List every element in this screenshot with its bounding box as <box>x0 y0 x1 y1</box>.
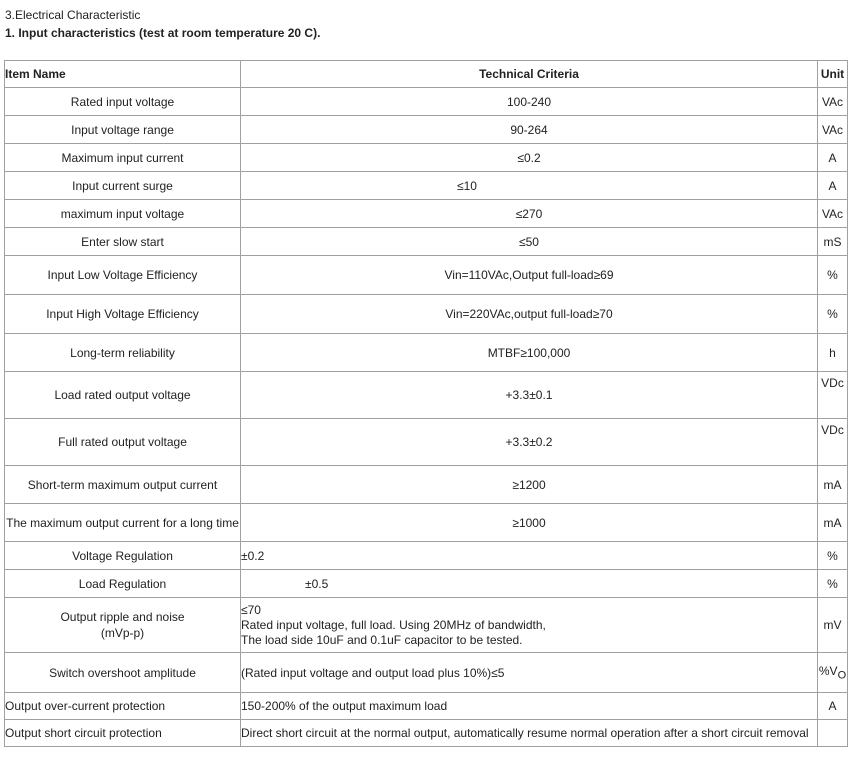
unit-cell: % <box>818 570 848 598</box>
criteria-cell: (Rated input voltage and output load plus 10%)≤5 <box>241 653 818 693</box>
criteria-cell: Vin=110VAc,Output full-load≥69 <box>241 256 818 295</box>
unit-cell: % <box>818 256 848 295</box>
unit-cell: mA <box>818 466 848 504</box>
table-row <box>5 570 848 598</box>
table-header-row <box>5 61 848 88</box>
table-row <box>5 504 848 542</box>
table-row <box>5 200 848 228</box>
unit-cell: mS <box>818 228 848 256</box>
item-cell: Voltage Regulation <box>5 542 241 570</box>
table-row <box>5 88 848 116</box>
unit-cell <box>818 720 848 747</box>
unit-cell: A <box>818 693 848 720</box>
item-text-line2: (mVp-p) <box>100 626 145 640</box>
unit-text: %V <box>818 663 838 678</box>
unit-cell: % <box>818 542 848 570</box>
criteria-text: ≤10 <box>457 178 477 193</box>
criteria-cell: +3.3±0.1 <box>241 372 818 419</box>
table-row <box>5 542 848 570</box>
item-cell: Input voltage range <box>5 116 241 144</box>
unit-cell: A <box>818 144 848 172</box>
criteria-cell: ±0.2 <box>241 542 818 570</box>
unit-subscript: O <box>837 669 847 682</box>
unit-cell: h <box>818 334 848 372</box>
unit-cell <box>818 653 848 693</box>
criteria-cell: ≥1000 <box>241 504 818 542</box>
item-cell: Rated input voltage <box>5 88 241 116</box>
item-cell: Full rated output voltage <box>5 419 241 466</box>
unit-cell: VAc <box>818 116 848 144</box>
table-row <box>5 693 848 720</box>
input-characteristics-table <box>4 60 848 747</box>
criteria-cell: ≤270 <box>241 200 818 228</box>
table-row <box>5 116 848 144</box>
unit-cell: VAc <box>818 200 848 228</box>
section-title: 3.Electrical Characteristic <box>5 8 141 22</box>
table-row <box>5 334 848 372</box>
unit-cell: A <box>818 172 848 200</box>
criteria-text: ±0.5 <box>305 576 329 591</box>
table-row <box>5 466 848 504</box>
criteria-cell: 150-200% of the output maximum load <box>241 693 818 720</box>
item-cell: Input High Voltage Efficiency <box>5 295 241 334</box>
table-row <box>5 372 848 419</box>
table-row <box>5 653 848 693</box>
item-cell: Input current surge <box>5 172 241 200</box>
table-row <box>5 295 848 334</box>
unit-cell: VAc <box>818 88 848 116</box>
unit-cell: VDc <box>818 372 848 419</box>
criteria-cell: MTBF≥100,000 <box>241 334 818 372</box>
table-row <box>5 144 848 172</box>
item-cell <box>5 598 241 653</box>
header-item-name: Item Name <box>5 61 241 88</box>
criteria-cell <box>241 172 818 200</box>
criteria-text-line1: ≤70 <box>241 602 261 617</box>
table-row <box>5 228 848 256</box>
item-text-line1: Output ripple and noise <box>60 610 185 624</box>
criteria-cell: 90-264 <box>241 116 818 144</box>
unit-cell: % <box>818 295 848 334</box>
item-cell: Load Regulation <box>5 570 241 598</box>
table-row <box>5 419 848 466</box>
item-cell: Short-term maximum output current <box>5 466 241 504</box>
table-row <box>5 256 848 295</box>
header-technical-criteria: Technical Criteria <box>241 61 818 88</box>
header-unit: Unit <box>818 61 848 88</box>
unit-cell: mV <box>818 598 848 653</box>
criteria-text-line2: Rated input voltage, full load. Using 20MHz of bandwidth, <box>241 617 546 632</box>
item-cell: Input Low Voltage Efficiency <box>5 256 241 295</box>
item-cell: Enter slow start <box>5 228 241 256</box>
criteria-text-line3: The load side 10uF and 0.1uF capacitor to be tested. <box>241 632 523 647</box>
criteria-cell: Direct short circuit at the normal output, automatically resume normal operation after a short circuit removal <box>241 720 818 747</box>
item-cell: Output short circuit protection <box>5 720 241 747</box>
criteria-cell: Vin=220VAc,output full-load≥70 <box>241 295 818 334</box>
criteria-cell: ≤0.2 <box>241 144 818 172</box>
item-cell: Maximum input current <box>5 144 241 172</box>
item-cell: Load rated output voltage <box>5 372 241 419</box>
criteria-cell: 100-240 <box>241 88 818 116</box>
item-cell: The maximum output current for a long time <box>5 504 241 542</box>
item-cell: Switch overshoot amplitude <box>5 653 241 693</box>
unit-cell: mA <box>818 504 848 542</box>
criteria-cell: +3.3±0.2 <box>241 419 818 466</box>
criteria-cell <box>241 598 818 653</box>
item-cell: Long-term reliability <box>5 334 241 372</box>
item-cell: Output over-current protection <box>5 693 241 720</box>
table-row <box>5 598 848 653</box>
criteria-cell: ≥1200 <box>241 466 818 504</box>
criteria-cell: ≤50 <box>241 228 818 256</box>
subsection-title: 1. Input characteristics (test at room temperature 20 C). <box>5 26 321 40</box>
unit-cell: VDc <box>818 419 848 466</box>
criteria-cell <box>241 570 818 598</box>
item-cell: maximum input voltage <box>5 200 241 228</box>
table-row <box>5 172 848 200</box>
table-row <box>5 720 848 747</box>
